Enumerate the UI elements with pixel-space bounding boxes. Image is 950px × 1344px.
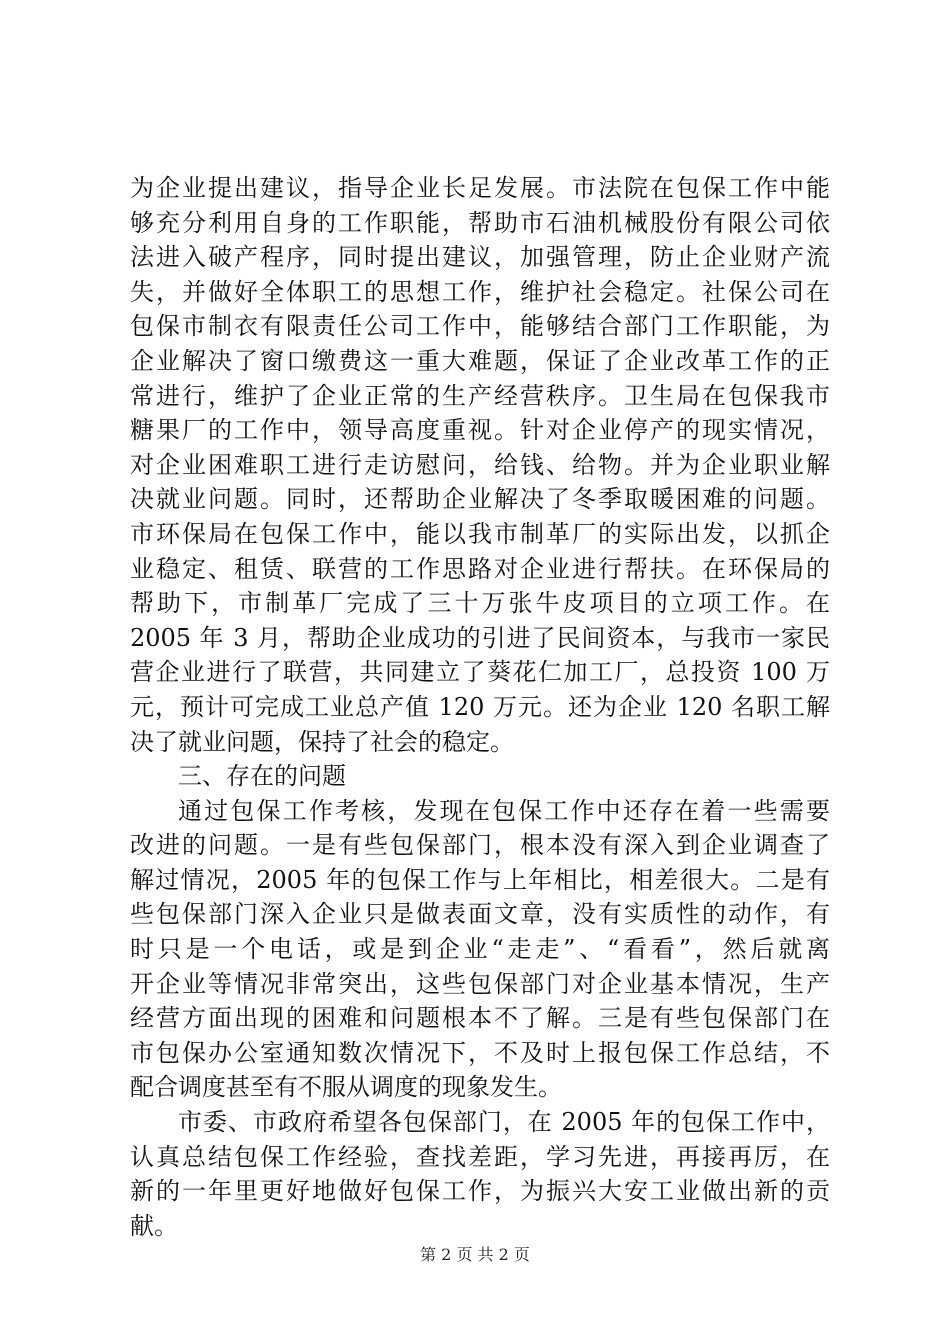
text-line: 配合调度甚至有不服从调度的现象发生。: [130, 1073, 562, 1102]
text-line: 包保市制衣有限责任公司工作中，能够结合部门工作职能，为: [130, 312, 830, 341]
text-line: 对企业困难职工进行走访慰问，给钱、给物。并为企业职业解: [130, 450, 830, 479]
text-line: 业稳定、租赁、联营的工作思路对企业进行帮扶。在环保局的: [130, 554, 830, 583]
text-line: 决就业问题。同时，还帮助企业解决了冬季取暖困难的问题。: [130, 485, 830, 514]
text-line: 经营方面出现的困难和问题根本不了解。三是有些包保部门在: [130, 1004, 830, 1033]
text-line: 市包保办公室通知数次情况下，不及时上报包保工作总结，不: [130, 1038, 830, 1067]
body-text: [130, 171, 830, 1243]
text-line: 开企业等情况非常突出，这些包保部门对企业基本情况，生产: [130, 969, 830, 998]
page-footer: 第 2 页 共 2 页: [420, 1245, 530, 1264]
text-line: 新的一年里更好地做好包保工作，为振兴大安工业做出新的贡: [130, 1177, 830, 1206]
text-line: 常进行，维护了企业正常的生产经营秩序。卫生局在包保我市: [130, 381, 830, 410]
text-line: 时只是一个电话，或是到企业“走走”、“看看”，然后就离: [130, 935, 830, 964]
text-line: 帮助下，市制革厂完成了三十万张牛皮项目的立项工作。在: [130, 589, 830, 618]
section-heading: 三、存在的问题: [178, 762, 346, 791]
text-line: 献。: [130, 1211, 178, 1240]
text-line: 失，并做好全体职工的思想工作，维护社会稳定。社保公司在: [130, 277, 830, 306]
text-line: 认真总结包保工作经验，查找差距，学习先进，再接再厉，在: [130, 1142, 830, 1171]
text-line: 改进的问题。一是有些包保部门，根本没有深入到企业调查了: [130, 831, 830, 860]
text-line: 解过情况，2005 年的包保工作与上年相比，相差很大。二是有: [130, 865, 830, 894]
text-line: 2005 年 3 月，帮助企业成功的引进了民间资本，与我市一家民: [130, 623, 830, 652]
text-line: 营企业进行了联营，共同建立了葵花仁加工厂，总投资 100 万: [130, 658, 830, 687]
text-line: 决了就业问题，保持了社会的稳定。: [130, 727, 514, 756]
text-line: 够充分利用自身的工作职能，帮助市石油机械股份有限公司依: [130, 208, 830, 237]
text-line: 为企业提出建议，指导企业长足发展。市法院在包保工作中能: [130, 174, 830, 202]
text-line: 些包保部门深入企业只是做表面文章，没有实质性的动作，有: [130, 900, 830, 929]
text-line: 糖果厂的工作中，领导高度重视。针对企业停产的现实情况，: [130, 416, 830, 445]
text-line: 企业解决了窗口缴费这一重大难题，保证了企业改革工作的正: [130, 346, 830, 375]
text-line: 元，预计可完成工业总产值 120 万元。还为企业 120 名职工解: [130, 692, 830, 721]
text-line: 通过包保工作考核，发现在包保工作中还存在着一些需要: [178, 796, 830, 825]
text-line: 市委、市政府希望各包保部门，在 2005 年的包保工作中，: [178, 1108, 830, 1137]
text-line: 法进入破产程序，同时提出建议，加强管理，防止企业财产流: [130, 243, 830, 272]
text-line: 市环保局在包保工作中，能以我市制革厂的实际出发，以抓企: [130, 519, 830, 548]
